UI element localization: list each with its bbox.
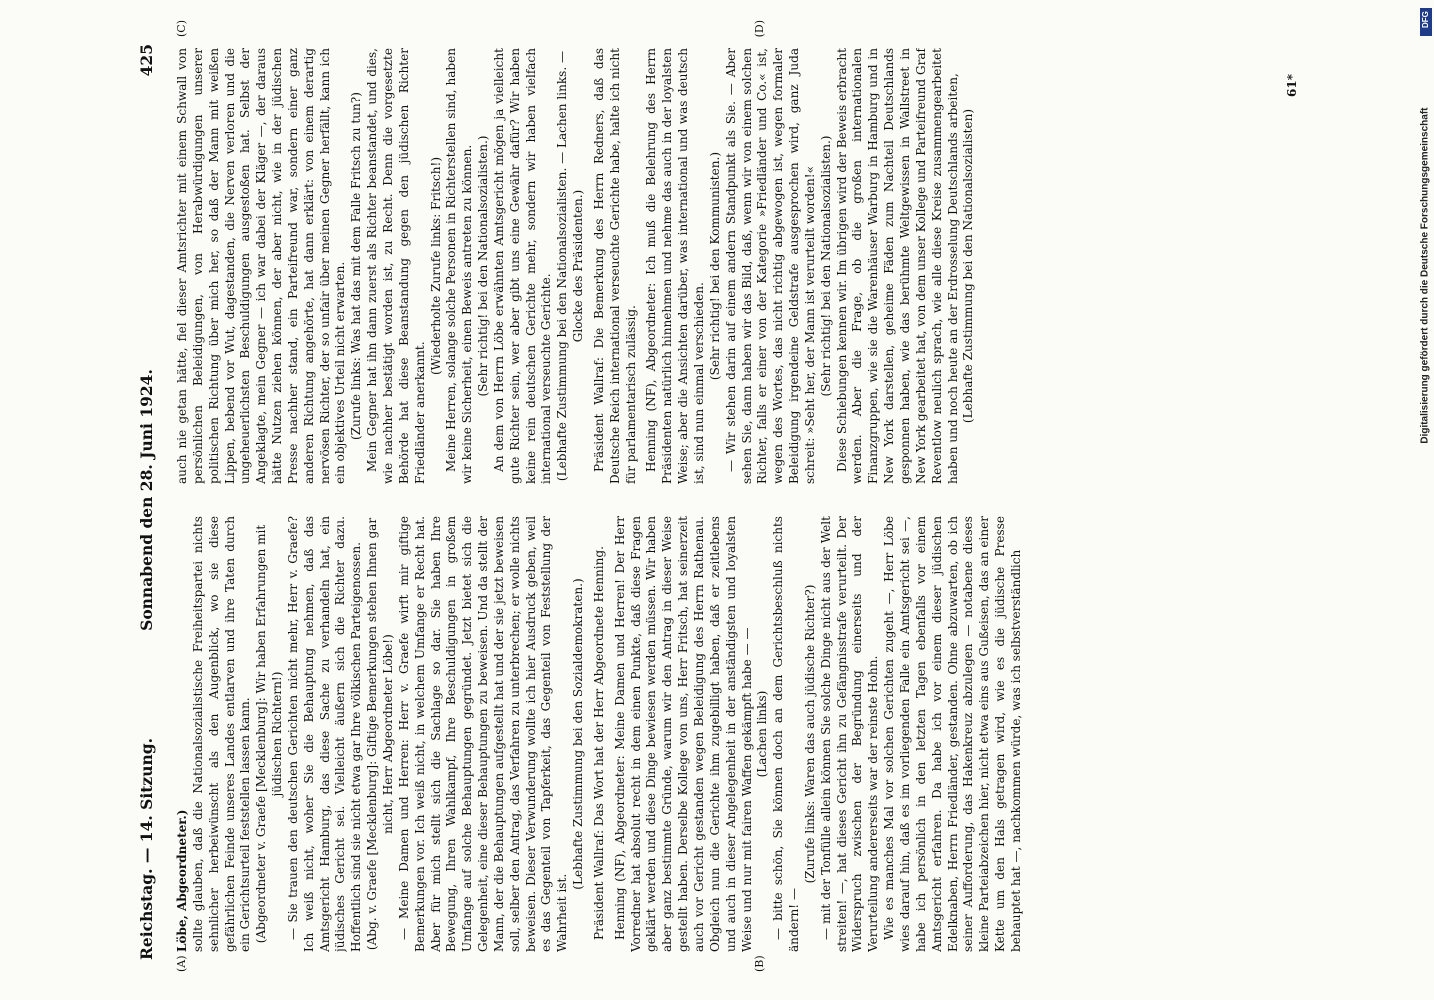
paragraph: — Sie trauen den deutschen Gerichten nicht mehr, Herr v. Graefe? Ich weiß nicht, woher Sie die Behauptung nehmen, daß das Amtsgericht Hamburg, das diese Sache zu verhandeln hat, ein jüdisches Gericht sei. Vielleicht äußern sich die Richter dazu. Hoffentlich sind sie nicht etwa gar Ihre völkischen Parteigenossen. <box>285 516 364 952</box>
president-remark: Präsident Wallraf: Das Wort hat der Herr Abgeordnete Henning. <box>591 546 606 940</box>
margin-marker-b: (B) <box>753 955 766 972</box>
speaker-paragraph: Henning (NF), Abgeordneter: Meine Damen und Herren! Der Herr Vorredner hat absolut recht in dem einen Punkte, daß diese Fragen geklärt werden und diese Dinge bewiesen werden müssen. Wir haben aber ganz bestimmte Gründe, warum wir den Antrag in dieser Weise gestellt haben. Derselbe Kollege von uns, Herr Fritsch, hat seinerzeit auch vor Gericht gestanden wegen Beleidigung des Herrn Rathenau. Obgleich nun die Gerichte ihm zugebilligt haben, daß er zeitlebens und auch in dieser Angelegenheit in der anständigsten und loyalsten Weise und nur mit fairen Waffen gekämpft habe — — <box>612 516 754 952</box>
header-date: Sonnabend den 28. Juni 1924. <box>137 369 156 631</box>
interjection: (Sehr richtig! bei den Nationalsozialisten.) <box>476 135 491 397</box>
margin-marker-a: (A) <box>175 955 188 972</box>
speaker-continuation: Löbe, Abgeordneter.) <box>175 809 189 952</box>
right-column <box>175 48 1275 484</box>
interjection: (Abgeordneter v. Graefe [Mecklenburg]: Wir haben Erfahrungen mit jüdischen Richtern!) <box>254 524 285 944</box>
header-session: Reichstag. — 14. Sitzung. <box>137 738 156 960</box>
paragraph: Meine Herren, solange solche Personen in Richterstellen sind, haben wir keine Sicherheit, einen Beweis antreten zu können. <box>444 48 475 484</box>
paragraph: Mein Gegner hat ihn dann zuerst als Richter beanstandet, und dies, wie nachher bestätigt worden ist, zu Recht. Denn die vorgesetzte Behörde hat diese Beanstandung gegen den jüdischen Richter Friedländer anerkannt. <box>365 48 427 484</box>
margin-marker-c: (C) <box>175 20 188 37</box>
margin-marker-d: (D) <box>753 20 766 38</box>
interjection: (Zurufe links: Was hat das mit dem Falle Fritsch zu tun?) <box>349 92 364 440</box>
interjection: (Lebhafte Zustimmung bei den Sozialdemokraten.) <box>571 578 586 890</box>
page-number: 425 <box>137 44 156 77</box>
funding-notice <box>1415 6 1434 994</box>
paragraph: auch nie getan hätte, fiel dieser Amtsrichter mit einem Schwall von persönlichen Beleidigungen, von Herabwürdigungen unserer politischen Richtung über mich her, so daß der Mann mit weißen Lippen, bebend vor Wut, dagestanden, die Nerven verloren und die ungeheuerlichsten Beschuldigungen ausgestoßen hat. Selbst der Angeklagte, mein Gegner — ich war dabei der Kläger —, der daraus hätte Nutzen ziehen können, der aber nicht, wie in der jüdischen Presse nachher stand, ein Parteifreund war, sondern einer ganz anderen Richtung angehörte, hat dann erklärt: von einem derartig nervösen Richter, der so unfair über meinen Gegner herfällt, kann ich ein objektives Urteil nicht erwarten. <box>175 48 348 484</box>
interjection: (Lebhafte Zustimmung bei den Nationalsozialisten. — Lachen links. — Glocke des Präsidenten.) <box>555 50 586 482</box>
interjection: (Zurufe links: Waren das auch jüdische Richter?) <box>802 584 817 884</box>
dfg-logo-text: DFG <box>1421 11 1430 28</box>
interjection: (Lachen links) <box>755 690 770 778</box>
interjection: (Lebhafte Zustimmung bei den Nationalsozialisten) <box>961 108 976 424</box>
interjection: (Wiederholte Zurufe links: Fritsch!) <box>428 156 443 376</box>
interjection: (Sehr richtig! bei den Kommunisten.) <box>707 151 722 381</box>
paragraph: Wie es manches Mal vor solchen Gerichten zugeht —, Herr Löbe wies darauf hin, daß es im vorliegenden Falle ein Amtsgericht sei —, habe ich persönlich in den letzten Tagen ebenfalls vor einem Amtsgericht erfahren. Da habe ich vor einem dieser jüdischen Edelknaben, Herrn Friedländer, gestanden. Ohne abzuwarten, ob ich seiner Aufforderung, das Hakenkreuz abzulegen — notabene dieses kleine Parteiabzeichen hier, nicht etwa eins aus Gußeisen, das an einer Kette um den Hals getragen wird, wie es die jüdische Presse behauptet hat —, nachkommen würde, was ich selbstverständlich <box>882 516 1023 952</box>
paragraph: — bitte schön, Sie können doch an dem Gerichtsbeschluß nichts ändern! — <box>771 516 802 952</box>
page-header <box>137 30 161 970</box>
paragraph: Diese Schiebungen kennen wir. Im übrigen wird der Beweis erbracht werden. Aber die Frage, ob die großen internationalen Finanzgruppen, wie sie die Warenhäuser Warburg in Hamburg und in New York darstellen, geheime Fäden zum Nachteil Deutschlands gesponnen haben, wie das berühmte Weltgewissen in Wallstreet in New York gearbeitet hat, von dem unser Kollege und Parteifreund Graf Reventlow neulich sprach, wie alle diese Kreise zusammengearbeitet haben und noch heute an der Erdrosselung Deutschlands arbeiten, <box>834 48 960 484</box>
left-column <box>175 516 1275 952</box>
paragraph: — Meine Damen und Herren: Herr v. Graefe wirft mir giftige Bemerkungen vor. Ich weiß nicht, in welchem Umfange er Recht hat. Aber für mich stellt sich die Sachlage so dar. Sie haben Ihre Bewegung, Ihren Wahlkampf, Ihre Beschuldigungen in großem Umfange auf solche Behauptungen gegründet. Jetzt bietet sich die Gelegenheit, eine dieser Behauptungen zu beweisen. Und da stellt der Mann, der die Behauptungen aufgestellt hat und der sie jetzt beweisen soll, selber den Antrag, das Verfahren zu unterbrechen; er wolle nichts beweisen. Dieser Verwunderung wollte ich hier Ausdruck geben, weil es das Gegenteil von Tapferkeit, das Gegenteil von Feststellung der Wahrheit ist. <box>396 516 570 952</box>
interjection: (Sehr richtig! bei den Nationalsozialisten.) <box>818 135 833 397</box>
paragraph: sollte glauben, daß die Nationalsozialistische Freiheitspartei nichts sehnlicher herbeiwünscht als den Augenblick, wo sie diese gefährlichen Feinde unseres Landes entlarven und ihre Taten durch ein Gerichtsurteil feststellen lassen kann. <box>190 516 253 952</box>
paragraph: An dem von Herrn Löbe erwähnten Amtsgericht mögen ja vielleicht gute Richter sein, wer aber gibt uns eine Gewähr dafür? Wir haben keine rein deutschen Gerichte mehr, sondern wir haben vielfach international verseuchte Gerichte. <box>491 48 554 484</box>
president-remark: Präsident Wallraf: Die Bemerkung des Herrn Redners, daß das Deutsche Reich international verseuchte Gerichte habe, halte ich nicht für parlamentarisch zulässig. <box>591 48 638 484</box>
interjection: (Abg. v. Graefe [Mecklenburg]: Giftige Bemerkungen stehen Ihnen gar nicht, Herr Abgeordneter Löbe!) <box>365 517 395 951</box>
funding-notice-text: Digitalisierung gefördert durch die Deutsche Forschungsgemeinschaft <box>1419 107 1431 444</box>
document-page <box>127 20 1307 972</box>
paragraph: — Wir stehen darin auf einem andern Standpunkt als Sie. — Aber sehen Sie, dann haben wir das Bild, daß, wenn wir von einem solchen Richter, falls er einer von der Kategorie »Friedländer und Co.« ist, wegen des Wortes, das nicht richtig abgewogen ist, wegen formaler Beleidigung irgendeine Geldstrafe ausgesprochen wird, ganz Juda schreit: »Seht her, der Mann ist verurteilt worden!« <box>723 48 817 484</box>
sheet-signature: 61* <box>1285 74 1299 97</box>
paragraph: — mit der Tonfülle allein können Sie solche Dinge nicht aus der Welt streiten! —, hat dieses Gericht ihn zu Gefängnisstrafe verurteilt. Der Widerspruch zwischen der Begründung einerseits und der Verurteilung andererseits war der reinste Hohn. <box>818 516 881 952</box>
speaker-paragraph: Henning (NF), Abgeordneter: Ich muß die Belehrung des Herrn Präsidenten natürlich hinnehmen und nehme das auch in der loyalsten Weise; aber die Ansichten darüber, was international und was deutsch ist, sind nun einmal verschieden. <box>644 48 706 484</box>
